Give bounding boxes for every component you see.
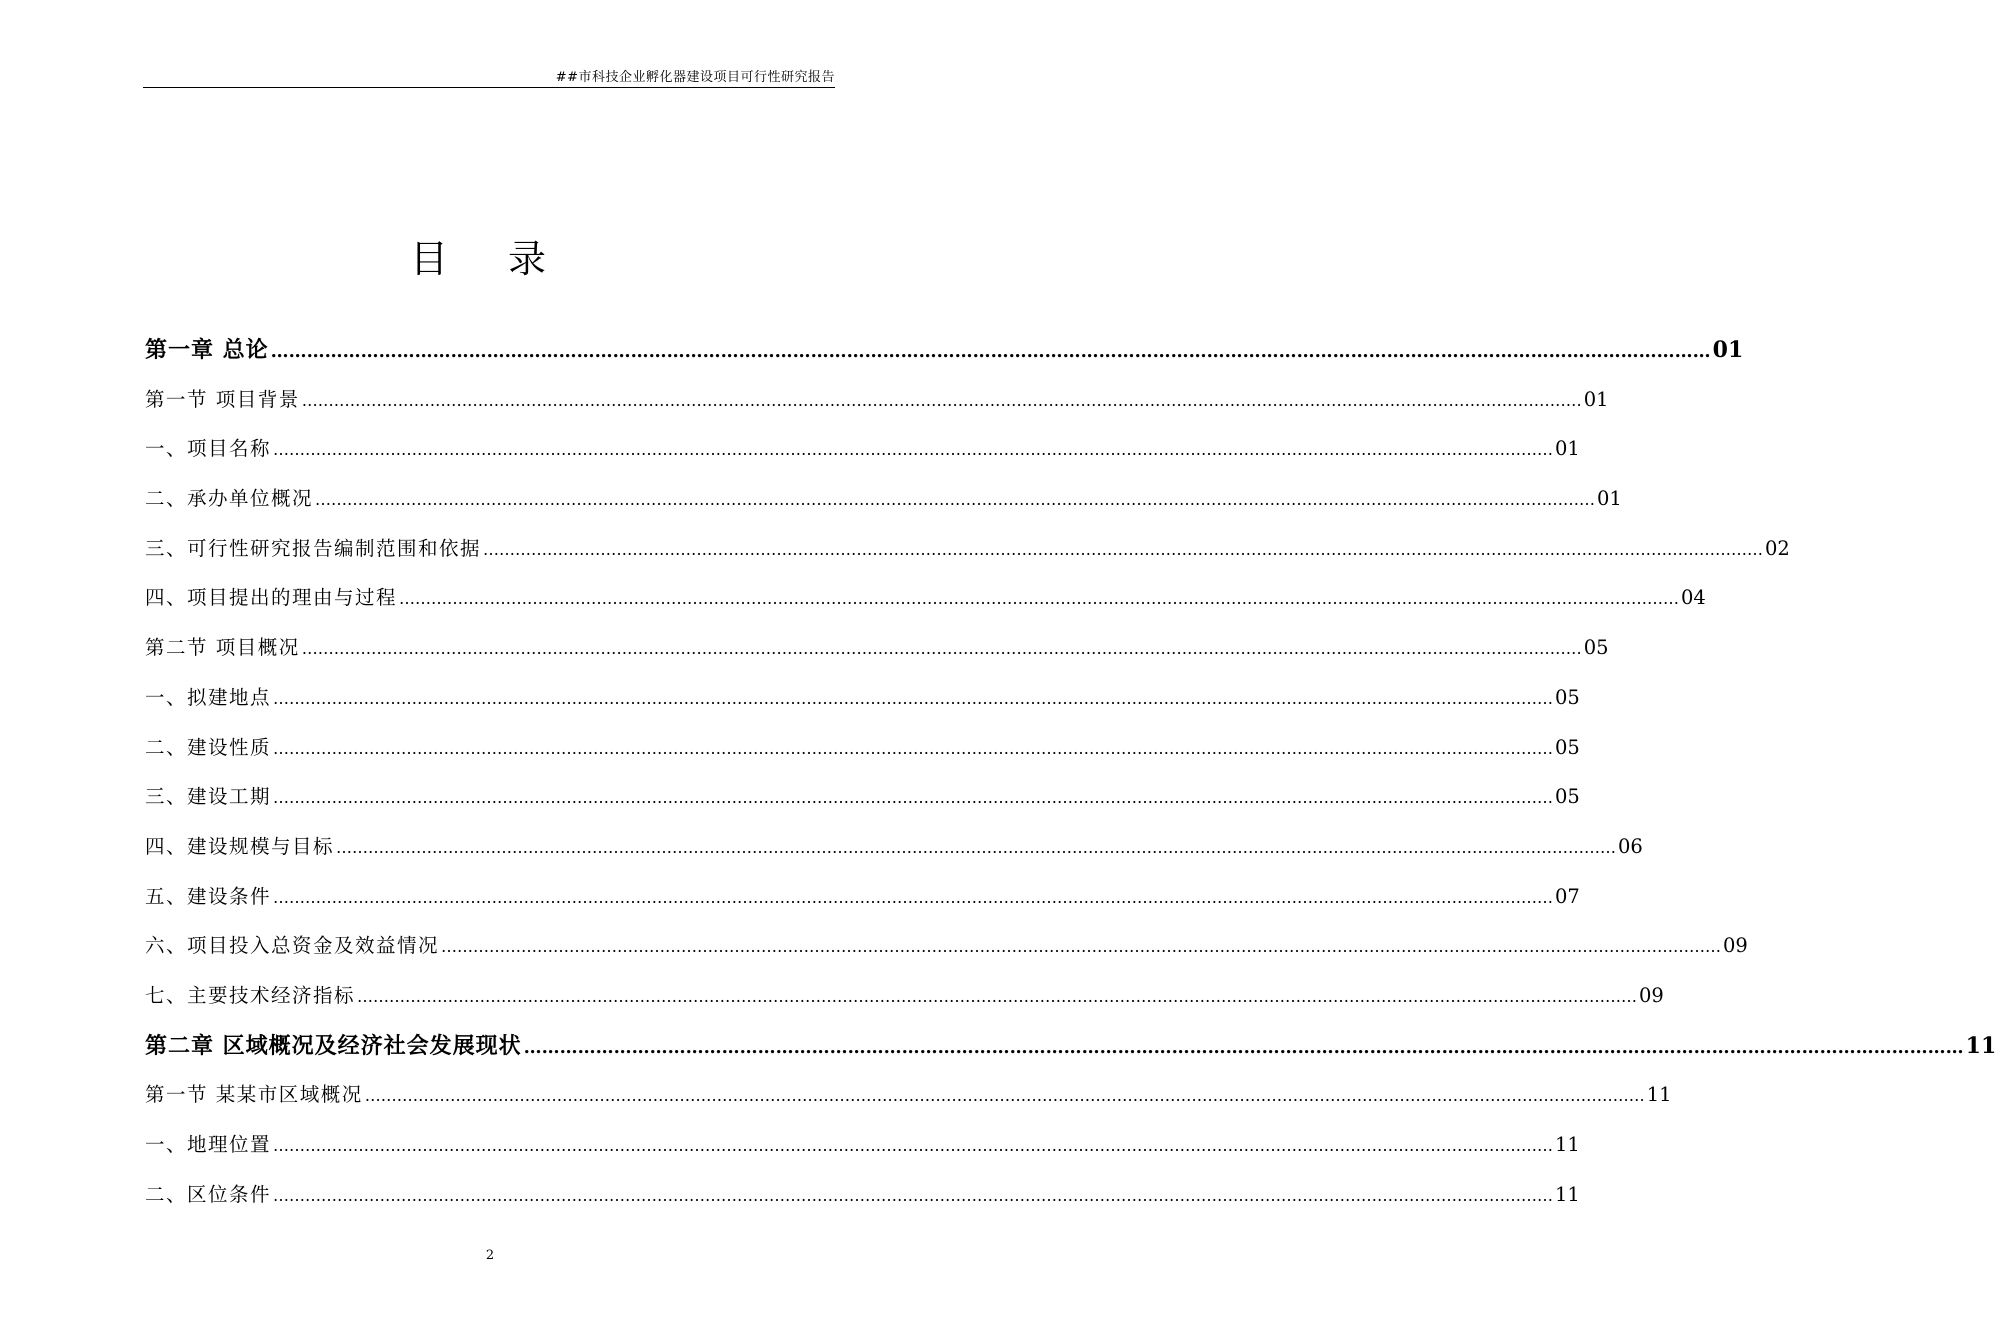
toc-entry-label: 第一章 总论	[145, 337, 269, 363]
toc-leader-dots: ……………………………………………………………………………………………………………………………………………………………………………………………………………………	[273, 1185, 1554, 1205]
toc-leader-dots: ……………………………………………………………………………………………………………………………………………………………………………………………………………………	[483, 539, 1764, 559]
toc-entry-page: 01	[1712, 337, 1744, 363]
toc-entry-item[interactable]	[145, 479, 1622, 529]
toc-entry-page: 01	[1597, 487, 1622, 511]
toc-leader-dots: ……………………………………………………………………………………………………………………………………………………………………………………………………………………	[273, 688, 1554, 708]
toc-entry-page: 05	[1583, 636, 1609, 660]
toc-entry-label: 第一节 项目背景	[145, 387, 300, 411]
header-divider	[143, 87, 835, 88]
toc-entry-label: 一、项目名称	[145, 437, 272, 461]
toc-entry-item[interactable]	[145, 777, 1580, 827]
toc-entry-item[interactable]	[145, 877, 1580, 927]
toc-entry-page: 04	[1681, 586, 1706, 610]
toc-entry-label: 四、建设规模与目标	[145, 834, 335, 858]
table-of-contents	[145, 330, 1996, 1224]
toc-entry-page: 05	[1555, 735, 1580, 759]
toc-entry-page: 11	[1555, 1182, 1580, 1206]
toc-entry-item[interactable]	[145, 1175, 1580, 1225]
running-header: ##市科技企业孵化器建设项目可行性研究报告	[555, 70, 835, 85]
toc-entry-label: 第二章 区域概况及经济社会发展现状	[145, 1032, 522, 1059]
toc-entry-page: 05	[1555, 685, 1580, 709]
toc-entry-page: 01	[1583, 387, 1609, 411]
toc-leader-dots: ……………………………………………………………………………………………………………………………………………………………………………………………………………………	[301, 390, 1582, 410]
toc-leader-dots: ……………………………………………………………………………………………………………………………………………………………………………………………………………………	[273, 1136, 1554, 1155]
toc-leader-dots: ……………………………………………………………………………………………………………………………………………………………………………………………………………………	[273, 788, 1554, 808]
toc-entry-page: 11	[1646, 1083, 1672, 1107]
toc-entry-page: 09	[1639, 983, 1664, 1007]
toc-entry-item[interactable]	[145, 529, 1790, 579]
toc-leader-dots: ……………………………………………………………………………………………………………………………………………………………………………………………………………………	[336, 837, 1617, 857]
toc-entry-item[interactable]	[145, 728, 1580, 778]
toc-entry-item[interactable]	[145, 578, 1706, 628]
toc-entry-item[interactable]	[145, 1125, 1580, 1175]
toc-leader-dots: ……………………………………………………………………………………………………………………………………………………………………………………………………………………	[315, 490, 1596, 510]
toc-entry-label: 七、主要技术经济指标	[145, 983, 356, 1007]
toc-entry-label: 第一节 某某市区域概况	[145, 1083, 363, 1107]
toc-entry-page: 11	[1555, 1133, 1580, 1156]
toc-leader-dots: ……………………………………………………………………………………………………………………………………………………………………………………………………………………	[273, 440, 1554, 460]
toc-entry-label: 三、可行性研究报告编制范围和依据	[145, 536, 482, 560]
toc-leader-dots: ……………………………………………………………………………………………………………………………………………………………………………………………………………………	[273, 887, 1554, 907]
toc-entry-page: 09	[1723, 934, 1748, 958]
toc-entry-page: 05	[1555, 785, 1580, 809]
toc-entry-item[interactable]	[145, 976, 1664, 1026]
toc-entry-label: 四、项目提出的理由与过程	[145, 586, 398, 610]
toc-entry-chapter[interactable]	[145, 1026, 1996, 1076]
toc-entry-label: 二、承办单位概况	[145, 487, 314, 511]
toc-entry-label: 第二节 项目概况	[145, 636, 300, 660]
toc-entry-label: 二、建设性质	[145, 735, 272, 759]
toc-entry-section[interactable]	[145, 628, 1609, 678]
toc-leader-dots: ……………………………………………………………………………………………………………………………………………………………………………………………………………………	[364, 1086, 1645, 1106]
toc-entry-section[interactable]	[145, 380, 1609, 430]
page-number: 2	[485, 1248, 495, 1263]
toc-entry-item[interactable]	[145, 678, 1580, 728]
page-title: 目 录	[409, 237, 571, 281]
toc-entry-page: 06	[1618, 834, 1643, 858]
toc-entry-label: 一、拟建地点	[145, 685, 272, 709]
toc-entry-page: 01	[1555, 437, 1580, 461]
toc-leader-dots: ……………………………………………………………………………………………………………………………………………………………………………………………………………………	[357, 986, 1638, 1006]
toc-entry-page: 02	[1765, 536, 1790, 560]
toc-leader-dots: ……………………………………………………………………………………………………………………………………………………………………………………………………………………	[441, 937, 1722, 957]
toc-entry-label: 二、区位条件	[145, 1182, 272, 1206]
toc-leader-dots: ……………………………………………………………………………………………………………………………………………………………………………………………………………………	[270, 341, 1711, 362]
toc-entry-item[interactable]	[145, 429, 1580, 479]
toc-entry-page: 11	[1965, 1032, 1996, 1059]
toc-leader-dots: ……………………………………………………………………………………………………………………………………………………………………………………………………………………	[523, 1036, 1964, 1058]
toc-entry-page: 07	[1555, 884, 1580, 908]
toc-entry-label: 一、地理位置	[145, 1133, 272, 1156]
toc-leader-dots: ……………………………………………………………………………………………………………………………………………………………………………………………………………………	[273, 738, 1554, 758]
toc-entry-item[interactable]	[145, 926, 1748, 976]
toc-entry-label: 六、项目投入总资金及效益情况	[145, 934, 440, 958]
toc-entry-label: 五、建设条件	[145, 884, 272, 908]
toc-entry-label: 三、建设工期	[145, 785, 272, 809]
toc-entry-section[interactable]	[145, 1075, 1672, 1125]
toc-entry-chapter[interactable]	[145, 330, 1744, 380]
toc-entry-item[interactable]	[145, 827, 1643, 877]
toc-leader-dots: ……………………………………………………………………………………………………………………………………………………………………………………………………………………	[301, 639, 1582, 659]
toc-leader-dots: ……………………………………………………………………………………………………………………………………………………………………………………………………………………	[399, 589, 1680, 609]
